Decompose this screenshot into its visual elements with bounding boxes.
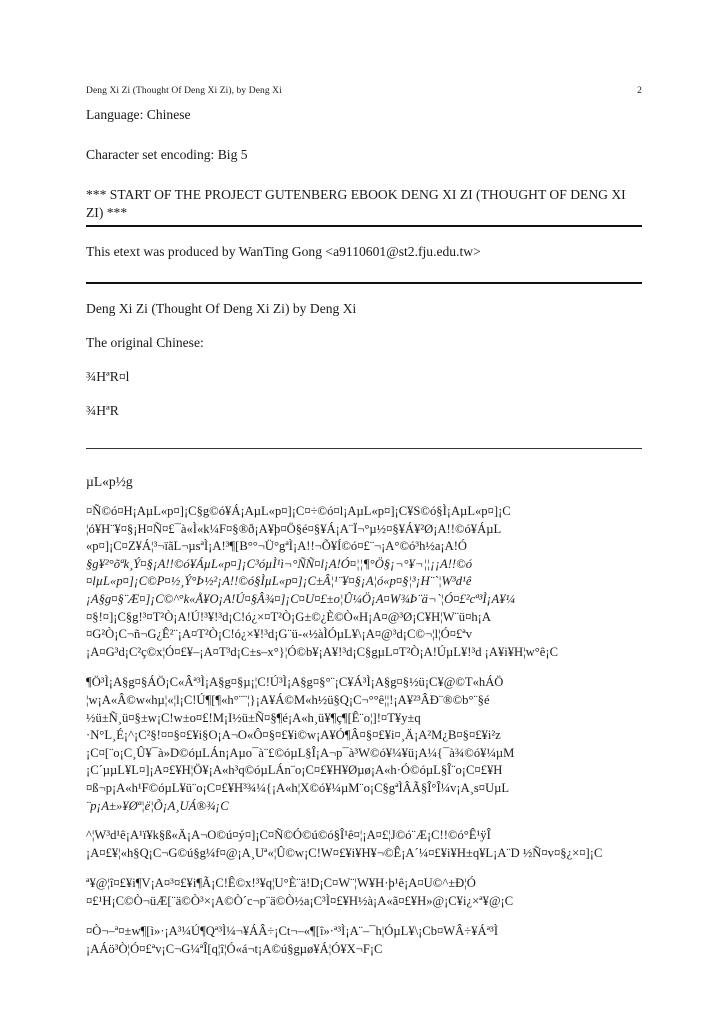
divider-rule: [86, 282, 642, 284]
garbled-body: [86, 503, 642, 959]
page-number: 2: [637, 86, 642, 96]
paragraph-line: ¦ó¥H¨¥¤§¡H¤Ñ¤£¯à«Ì«k¼F¤§®ð¡A¥þ¤Ö§é¤§¥Á¡A¨Ï¬°µ½¤§¥Á¥²Ø¡A!!©ó¥ÁµL: [86, 521, 502, 536]
divider-rule: [86, 225, 642, 227]
paragraph-line: ¡A¤G³d¡C²ç©x¦Ó¤£¥–¡A¤T³d¡C±s–x°}¦Ó©b¥¡A¥!³d¡C§gµL¤T²Ò¡A!ÚµL¥!³d ¡A¥i¥H¦w°ê¡C: [86, 644, 558, 659]
body-paragraph: [86, 503, 642, 661]
paragraph-line: ¨p¡A±»¥Øª¦ë¦Õ¡A¸UÁ®¾¡C: [86, 798, 229, 813]
book-title: Deng Xi Zi (Thought Of Deng Xi Zi) by Deng Xi: [86, 301, 357, 316]
original-chinese-label: The original Chinese:: [86, 335, 204, 350]
start-marker: *** START OF THE PROJECT GUTENBERG EBOOK DENG XI ZI (THOUGHT OF DENG XI ZI) ***: [86, 187, 626, 220]
paragraph-line: ^¦W³d¹ê¡A¹ï¥k§ß«Ä¡A¬O©ú¤ý¤]¡C¤Ñ©Ó©ú©ó§Î¹ê¤¦¡A¤£¦J©ó¨Æ¡C!!©ó°Ê¹ÿÎ: [86, 828, 491, 843]
paragraph-line: ¤£¹H¡C©Ò¬üÆ[¨ä©Ò³×¡A©Ò´c¬p¨ä©Ò½a¡C³Ì¤£¥H½à¡A«ã¤£¥H»@¡C¥i¿×ª¥@¡C: [86, 893, 514, 908]
encoding-line: Character set encoding: Big 5: [86, 147, 248, 162]
section-heading: µL«p½g: [86, 474, 133, 489]
paragraph-line: ¡C¤[¨o¡C¸Û¥¯à»D©óµLÁn¡Aµo¯à¨£©óµL§Î¡A¬p¯à³W©ó¥¼¥ü¡A¼{¯à¾©ó¥¼µM: [86, 745, 515, 760]
body-paragraph: [86, 674, 642, 815]
paragraph-line: ¡A¤£¥¦«h§Q¡C¬G©ú§g¼f¤@¡A¸Uª«¦Û©w¡C!W¤£¥i¥H¥¬©Ê¡A´¼¤£¥i¥H±q¥L¡A¨D ½Ñ¤v¤§¿×¤]¡C: [86, 845, 603, 860]
paragraph-line: §g¥²°õªk¸Ý¤§¡A!!©ó¥ÁµL«p¤]¡C³óµÌ¹ì¬°ÑÑ¤l¡A!Ó¤¦¦¶°Ö§¡¬°¥¬¦¦¡¡A!!©ó: [86, 556, 472, 571]
running-title: Deng Xi Zi (Thought Of Deng Xi Zi), by Deng Xi: [86, 86, 282, 96]
language-line: Language: Chinese: [86, 107, 191, 122]
paragraph-line: ¤Ñ©ó¤H¡AµL«p¤]¡C§g©ó¥Á¡AµL«p¤]¡C¤÷©ó¤l¡AµL«p¤]¡C¥S©ó§Ì¡AµL«p¤]¡C: [86, 504, 511, 518]
paragraph-line: ¡AÁö³Ò¦Ó¤£ªv¡C¬G¼ªÎ[q¦î¦Ó«á¬t¡A©ú§gµø¥Á¦Ó¥X¬F¡C: [86, 942, 383, 957]
paragraph-line: ¤Ò¬–ª¤±w¶[ì»·¡A³¼Ú¶Qª³Ì¼¬¥ÁÂ÷¡Ct¬–«¶[î»·ª³Ì¡A¨–¯h¦ÓµL¥\¡Cb¤WÂ÷¥Áª³Ì: [86, 924, 499, 939]
paragraph-line: ¤lµL«p¤]¡C©P¤½¸Ý°Þ½²¡A!!©ó§ÌµL«p¤]¡C±Â¦¹¨¥¤§¡A¦ó«p¤§¦³¡H¨`¦W³d¹ê: [86, 574, 472, 589]
page-content: [86, 106, 642, 959]
body-paragraph: [86, 827, 642, 862]
credits-line: This etext was produced by WanTing Gong <a9110601@st2.fju.edu.tw>: [86, 244, 481, 259]
body-paragraph: [86, 923, 642, 958]
paragraph-line: ½ü±Ñ¸ü¤§±w¡C!w±o¤£!M¡I½ü±Ñ¤§¶é¡A«h¸ü¥¶ç¶[Ê¨o¦]!¤T¥y±q: [86, 710, 421, 725]
paragraph-line: «p¤]¡C¤Z¥Á¦³¬ïãL¬µsªÌ¡A!³¶[B°°¬Ü°gªÌ¡A!!¬Õ¥Í©ó¤£¨¬¡A°©ó³h½a¡A!Ó: [86, 539, 467, 554]
body-paragraph: [86, 875, 642, 910]
divider-rule: [86, 448, 642, 449]
garbled-title-1: ¾HªR¤l: [86, 369, 130, 384]
paragraph-line: ¡C´µµL¥L¤]¡A¤£¥H¦Ö¥¡A«h³q©óµLÁn¨o¡C¤£¥H¥Øµø¡A«h·Ó©óµL§Î¨o¡C¤£¥H: [86, 763, 503, 778]
paragraph-line: ¶Ö³Ì¡A§g¤§ÁÖ¡C«Âª³Ì¡A§g¤§µ¡¦C!Ú³Ì¡A§g¤§°¨¡C¥Á³Ì¡A§g¤§½ü¡C¥@©T«hÁÖ: [86, 675, 504, 690]
paragraph-line: ¦w¡A«Â©w«hµ¦«¦l¡C!Ú¶[¶«h°¨¨¦}¡A¥Á©M«h½ü§Q¡C¬°°ê¦¦!¡A¥²³ÂÐ¨®©b°¨§é: [86, 692, 490, 707]
paragraph-line: ¡A§g¤§¨Æ¤]¡C©^°k«Å¥O¡A!Ú¤§Â¾¤]¡C¤U¤£±o¦Û¼Ö¡A¤W¾Þ¨ä¬`¦Ó¤£²cª³Ì¡A¥¼: [86, 591, 515, 606]
paragraph-line: ¤G²Ò¡C¬ñ¬G¿Ê²¨¡A¤T²Ò¡C!ó¿×¥!³d¡G¨ü-«½àÌÓµL¥\¡A¤@³d¡C©¬¦l¦Ó¤£ªv: [86, 627, 473, 642]
paragraph-line: ª¥@¦î¤£¥i¶V¡A¤³¤£¥i¶Ã¡C!Ê©x!³¥q¦U°È¨ä!D¡C¤W¨¦W¥H·þ¹ê¡A¤U©^±Ð¦Ó: [86, 876, 476, 891]
paragraph-line: ¤§!¤]¡C§g!³¤T²Ò¡A!Ú!³¥!³d¡C!ó¿×¤T²Ò¡G±©¿È©Ò«H¡A¤@³Ø¡C¥H¦W¨ü¤h¡A: [86, 609, 491, 624]
paragraph-line: ¤ß¬p¡A«h¹F©óµL¥ü¨o¡C¤£¥H³¾¼{¡A«h¦X©ó¥¼µM¨o¡C§gªÌÂÃ§Î°Î¼v¡A¸s¤UµL: [86, 780, 510, 795]
running-header: [86, 86, 642, 96]
paragraph-line: ·N°L¸É¡^¡C²§!¤¤§¤£¥i§O¡A¬O«Ô¤§¤£¥i©w¡A¥Ó¶Â¤§¤£¥i¤¸Ä¡A²M¿B¤§¤£¥i²z: [86, 728, 501, 743]
garbled-title-2: ¾HªR: [86, 403, 119, 418]
